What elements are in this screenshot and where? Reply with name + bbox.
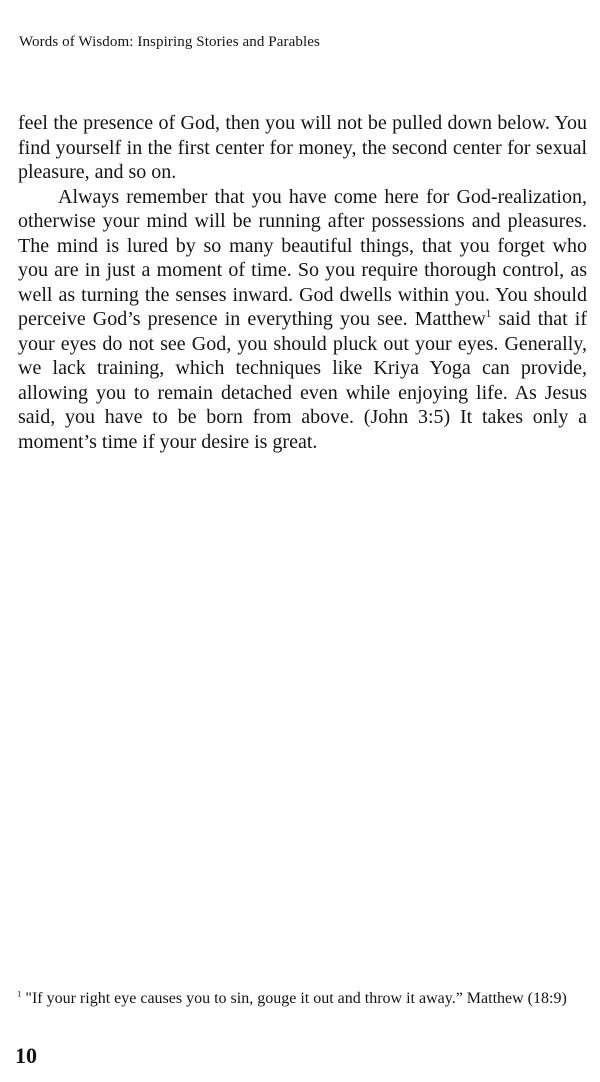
footnote [17,989,577,1009]
paragraph-text: said that if your eyes do not see God, you should pluck out your eyes. Generally, we lack training, which techniques like Kriya Yoga can provide, allowing you to remain detached even while enjoying life. As Jesus said, you have to be born from above. (John 3:5) It takes only a moment’s time if your desire is great. [18,308,587,453]
main-text [18,111,587,454]
page-number: 10 [15,1043,37,1068]
paragraph-text: Always remember that you have come here for God-realization, otherwise your mind will be running after possessions and pleasures. The mind is lured by so many beautiful things, that you forget who you are in just a moment of time. So you require thorough control, as well as turning the senses inward. God dwells within you. You should perceive God’s presence in everything you see. Matthew [18,185,587,330]
footnote-marker: 1 [17,988,22,999]
running-head-title: Words of Wisdom: Inspiring Stories and Parables [19,34,320,50]
footnote-text: "If your right eye causes you to sin, gouge it out and throw it away.” Matthew (18:9) [21,990,567,1007]
footnote-reference: 1 [485,307,492,320]
paragraph: feel the presence of God, then you will not be pulled down below. You find yourself in the first center for money, the second center for sexual pleasure, and so on. [18,112,587,183]
paragraph [18,185,587,455]
